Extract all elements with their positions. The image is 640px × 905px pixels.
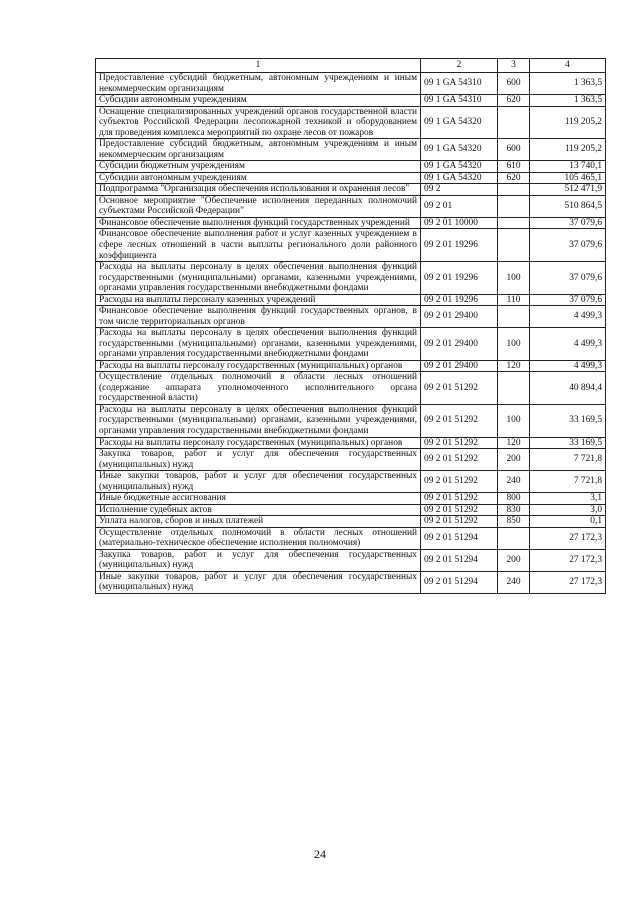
row-name: Расходы на выплаты персоналу в целях обеспечения выполнения функций государственными (муниципальными) органами, казенными учреждениями, органами управления государственными внебюджетными фондами bbox=[96, 328, 421, 361]
row-target-article: 09 2 01 51292 bbox=[421, 493, 498, 505]
row-expense-type: 120 bbox=[498, 360, 530, 372]
table-row bbox=[96, 262, 606, 295]
row-target-article: 09 2 bbox=[421, 184, 498, 196]
row-amount: 105 465,1 bbox=[530, 172, 606, 184]
row-amount: 7 721,8 bbox=[530, 449, 606, 471]
row-target-article: 09 1 GA 54320 bbox=[421, 106, 498, 139]
row-expense-type bbox=[498, 372, 530, 405]
table-row bbox=[96, 493, 606, 505]
row-target-article: 09 1 GA 54310 bbox=[421, 73, 498, 95]
table-row bbox=[96, 449, 606, 471]
table-header-row bbox=[96, 59, 606, 73]
row-name: Расходы на выплаты персоналу в целях обеспечения выполнения функций государственными (муниципальными) органами, казенными учреждениями, органами управления государственными внебюджетными фондами bbox=[96, 404, 421, 437]
row-target-article: 09 1 GA 54310 bbox=[421, 95, 498, 107]
row-expense-type: 100 bbox=[498, 262, 530, 295]
row-name: Финансовое обеспечение выполнения работ и услуг казенных учреждением в сфере лесных отношений в части выплаты регионального доли районного коэффициента bbox=[96, 229, 421, 262]
row-amount: 1 363,5 bbox=[530, 73, 606, 95]
budget-table bbox=[95, 58, 606, 594]
table-row bbox=[96, 95, 606, 107]
table-row bbox=[96, 139, 606, 161]
row-amount: 27 172,3 bbox=[530, 571, 606, 593]
table-row bbox=[96, 73, 606, 95]
row-name: Основное мероприятие "Обеспечение исполнения переданных полномочий субъектами Российской Федерации" bbox=[96, 195, 421, 217]
row-target-article: 09 2 01 bbox=[421, 195, 498, 217]
row-name: Расходы на выплаты персоналу государственных (муниципальных) органов bbox=[96, 360, 421, 372]
row-name: Осуществление отдельных полномочий в области лесных отношений (материально-техническое обеспечение исполнения полномочия) bbox=[96, 527, 421, 549]
row-expense-type: 600 bbox=[498, 73, 530, 95]
row-expense-type: 600 bbox=[498, 139, 530, 161]
row-expense-type bbox=[498, 527, 530, 549]
row-name: Закупка товаров, работ и услуг для обеспечения государственных (муниципальных) нужд bbox=[96, 449, 421, 471]
table-row bbox=[96, 184, 606, 196]
row-amount: 3,1 bbox=[530, 493, 606, 505]
table-row bbox=[96, 571, 606, 593]
table-row bbox=[96, 516, 606, 528]
row-expense-type: 120 bbox=[498, 437, 530, 449]
row-expense-type bbox=[498, 306, 530, 328]
row-target-article: 09 2 01 51292 bbox=[421, 437, 498, 449]
row-expense-type: 100 bbox=[498, 328, 530, 361]
row-expense-type: 850 bbox=[498, 516, 530, 528]
row-amount: 4 499,3 bbox=[530, 328, 606, 361]
column-header-amount: 4 bbox=[530, 59, 606, 73]
table-body bbox=[96, 73, 606, 594]
row-name: Финансовое обеспечение выполнения функций государственных учреждений bbox=[96, 217, 421, 229]
row-expense-type bbox=[498, 229, 530, 262]
row-amount: 37 079,6 bbox=[530, 229, 606, 262]
row-target-article: 09 1 GA 54320 bbox=[421, 161, 498, 173]
row-expense-type: 610 bbox=[498, 161, 530, 173]
table-row bbox=[96, 527, 606, 549]
row-expense-type: 240 bbox=[498, 471, 530, 493]
row-target-article: 09 1 GA 54320 bbox=[421, 139, 498, 161]
row-amount: 7 721,8 bbox=[530, 471, 606, 493]
row-expense-type: 200 bbox=[498, 449, 530, 471]
row-name: Осуществление отдельных полномочий в области лесных отношений (содержание аппарата уполномоченного исполнительного органа государственной власти) bbox=[96, 372, 421, 405]
row-amount: 512 471,9 bbox=[530, 184, 606, 196]
row-amount: 4 499,3 bbox=[530, 306, 606, 328]
row-name: Иные закупки товаров, работ и услуг для обеспечения государственных (муниципальных) нужд bbox=[96, 571, 421, 593]
row-amount: 119 205,2 bbox=[530, 139, 606, 161]
row-target-article: 09 2 01 51292 bbox=[421, 449, 498, 471]
row-amount: 37 079,6 bbox=[530, 294, 606, 306]
row-expense-type: 200 bbox=[498, 549, 530, 571]
table-row bbox=[96, 360, 606, 372]
row-expense-type: 620 bbox=[498, 95, 530, 107]
row-target-article: 09 2 01 51292 bbox=[421, 372, 498, 405]
document-page bbox=[95, 58, 605, 594]
row-name: Предоставление субсидий бюджетным, автономным учреждениям и иным некоммерческим организациям bbox=[96, 139, 421, 161]
row-target-article: 09 2 01 51292 bbox=[421, 516, 498, 528]
table-row bbox=[96, 294, 606, 306]
row-target-article: 09 2 01 29400 bbox=[421, 328, 498, 361]
row-target-article: 09 2 01 51292 bbox=[421, 504, 498, 516]
row-expense-type: 800 bbox=[498, 493, 530, 505]
row-amount: 40 894,4 bbox=[530, 372, 606, 405]
row-expense-type bbox=[498, 184, 530, 196]
row-amount: 37 079,6 bbox=[530, 262, 606, 295]
table-row bbox=[96, 195, 606, 217]
page-number: 24 bbox=[314, 847, 326, 861]
row-name: Финансовое обеспечение выполнения функций государственных органов, в том числе территориальных органов bbox=[96, 306, 421, 328]
table-row bbox=[96, 471, 606, 493]
row-target-article: 09 2 01 51294 bbox=[421, 571, 498, 593]
row-amount: 37 079,6 bbox=[530, 217, 606, 229]
row-target-article: 09 2 01 51294 bbox=[421, 527, 498, 549]
row-name: Закупка товаров, работ и услуг для обеспечения государственных (муниципальных) нужд bbox=[96, 549, 421, 571]
row-name: Иные бюджетные ассигнования bbox=[96, 493, 421, 505]
row-target-article: 09 2 01 51294 bbox=[421, 549, 498, 571]
row-amount: 33 169,5 bbox=[530, 404, 606, 437]
row-amount: 13 740,1 bbox=[530, 161, 606, 173]
row-name: Оснащение специализированных учреждений органов государственной власти субъектов Российской Федерации лесопожарной техникой и оборудованием для проведения комплекса мероприятий по охране лесов от пожаров bbox=[96, 106, 421, 139]
table-row bbox=[96, 172, 606, 184]
table-row bbox=[96, 504, 606, 516]
row-expense-type bbox=[498, 195, 530, 217]
row-name: Подпрограмма "Организация обеспечения использования и охранения лесов" bbox=[96, 184, 421, 196]
row-amount: 1 363,5 bbox=[530, 95, 606, 107]
table-row bbox=[96, 372, 606, 405]
row-amount: 3,0 bbox=[530, 504, 606, 516]
row-amount: 119 205,2 bbox=[530, 106, 606, 139]
table-row bbox=[96, 437, 606, 449]
row-amount: 510 864,5 bbox=[530, 195, 606, 217]
row-name: Расходы на выплаты персоналу государственных (муниципальных) органов bbox=[96, 437, 421, 449]
row-expense-type: 240 bbox=[498, 571, 530, 593]
table-row bbox=[96, 106, 606, 139]
row-expense-type: 620 bbox=[498, 172, 530, 184]
row-target-article: 09 2 01 10000 bbox=[421, 217, 498, 229]
row-amount: 27 172,3 bbox=[530, 549, 606, 571]
row-name: Субсидии бюджетным учреждениям bbox=[96, 161, 421, 173]
row-target-article: 09 2 01 51292 bbox=[421, 471, 498, 493]
row-target-article: 09 2 01 51292 bbox=[421, 404, 498, 437]
table-row bbox=[96, 229, 606, 262]
table-row bbox=[96, 161, 606, 173]
row-amount: 27 172,3 bbox=[530, 527, 606, 549]
row-target-article: 09 2 01 29400 bbox=[421, 306, 498, 328]
row-amount: 0,1 bbox=[530, 516, 606, 528]
row-expense-type bbox=[498, 106, 530, 139]
row-name: Субсидии автономным учреждениям bbox=[96, 172, 421, 184]
row-name: Расходы на выплаты персоналу казенных учреждений bbox=[96, 294, 421, 306]
row-amount: 33 169,5 bbox=[530, 437, 606, 449]
row-expense-type: 100 bbox=[498, 404, 530, 437]
row-target-article: 09 1 GA 54320 bbox=[421, 172, 498, 184]
row-target-article: 09 2 01 19296 bbox=[421, 229, 498, 262]
row-target-article: 09 2 01 19296 bbox=[421, 262, 498, 295]
row-expense-type bbox=[498, 217, 530, 229]
column-header-name: 1 bbox=[96, 59, 421, 73]
row-name: Уплата налогов, сборов и иных платежей bbox=[96, 516, 421, 528]
row-name: Субсидии автономным учреждениям bbox=[96, 95, 421, 107]
table-row bbox=[96, 404, 606, 437]
column-header-target-article: 2 bbox=[421, 59, 498, 73]
row-name: Иные закупки товаров, работ и услуг для обеспечения государственных (муниципальных) нужд bbox=[96, 471, 421, 493]
table-row bbox=[96, 306, 606, 328]
row-name: Исполнение судебных актов bbox=[96, 504, 421, 516]
table-row bbox=[96, 328, 606, 361]
table-row bbox=[96, 549, 606, 571]
row-target-article: 09 2 01 19296 bbox=[421, 294, 498, 306]
table-row bbox=[96, 217, 606, 229]
row-target-article: 09 2 01 29400 bbox=[421, 360, 498, 372]
row-expense-type: 110 bbox=[498, 294, 530, 306]
row-amount: 4 499,3 bbox=[530, 360, 606, 372]
column-header-expense-type: 3 bbox=[498, 59, 530, 73]
row-expense-type: 830 bbox=[498, 504, 530, 516]
row-name: Предоставление субсидий бюджетным, автономным учреждениям и иным некоммерческим организациям bbox=[96, 73, 421, 95]
row-name: Расходы на выплаты персоналу в целях обеспечения выполнения функций государственными (муниципальными) органами, казенными учреждениями, органами управления государственными внебюджетными фондами bbox=[96, 262, 421, 295]
